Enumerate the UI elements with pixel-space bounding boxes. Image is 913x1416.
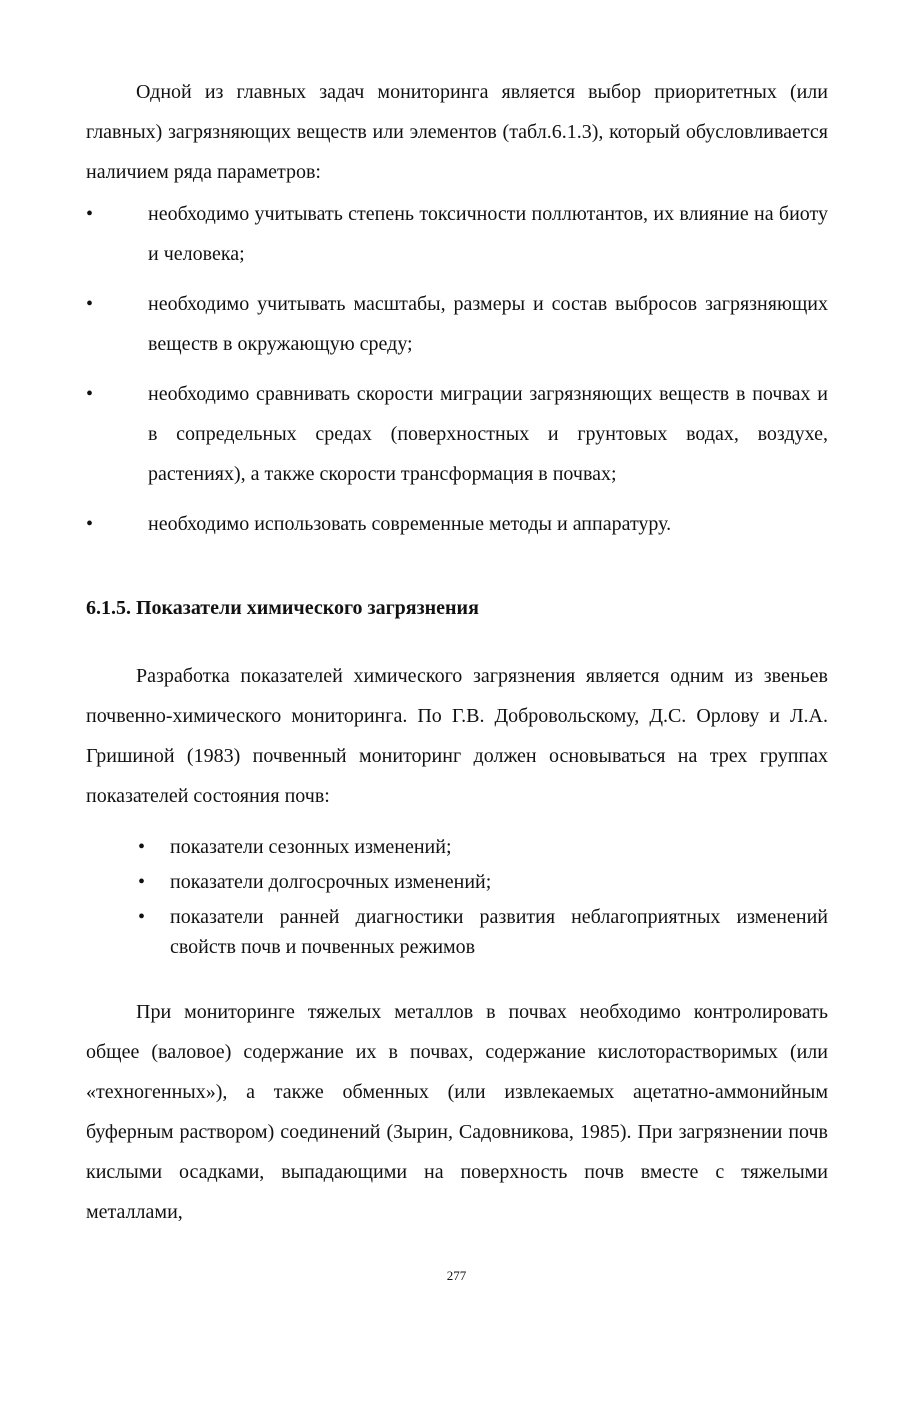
bullet-icon: • — [138, 836, 146, 858]
list-item — [138, 902, 828, 962]
list-item-text: необходимо учитывать масштабы, размеры и состав выбросов загрязняющих веществ в окружающую среду; — [148, 293, 828, 355]
bullet-icon: • — [86, 293, 94, 315]
parameters-list — [86, 194, 828, 554]
list-item — [86, 194, 828, 274]
paragraph-intro: Одной из главных задач мониторинга является выбор приоритетных (или главных) загрязняющих веществ или элементов (табл.6.1.3), который обусловливается наличием ряда параметров: — [86, 81, 828, 183]
paragraph-development: Разработка показателей химического загрязнения является одним из звеньев почвенно-химического мониторинга. По Г.В. Добровольскому, Д.С. Орлову и Л.А. Гришиной (1983) почвенный мониторинг должен основываться на трех группах показателей состояния почв: — [86, 665, 828, 807]
list-item — [138, 832, 828, 862]
list-item — [86, 504, 828, 544]
list-item — [86, 374, 828, 494]
bullet-icon: • — [86, 383, 94, 405]
list-item-text: необходимо использовать современные методы и аппаратуру. — [148, 513, 672, 535]
bullet-icon: • — [138, 871, 146, 893]
list-item-text: необходимо сравнивать скорости миграции загрязняющих веществ в почвах и в сопредельных средах (поверхностных и грунтовых водах, воздухе, растениях), а также скорости трансформация в почвах; — [148, 383, 828, 485]
bullet-icon: • — [86, 513, 94, 535]
list-item-text: показатели сезонных изменений; — [170, 836, 452, 858]
page-number: 277 — [446, 1268, 467, 1283]
paragraph-heavy-metals: При мониторинге тяжелых металлов в почвах необходимо контролировать общее (валовое) содержание их в почвах, содержание кислоторастворимых (или «техногенных»), а также обменных (или извлекаемых ацетатно-аммонийным буферным раствором) соединений (Зырин, Садовникова, 1985). При загрязнении почв кислыми осадками, выпадающими на поверхность почв вместе с тяжелыми металлами, — [86, 1001, 828, 1223]
section-heading: 6.1.5. Показатели химического загрязнения — [86, 597, 479, 619]
indicators-list — [138, 832, 828, 967]
list-item-text: необходимо учитывать степень токсичности поллютантов, их влияние на биоту и человека; — [148, 203, 828, 265]
list-item-text: показатели ранней диагностики развития неблагоприятных изменений свойств почв и почвенных режимов — [170, 906, 828, 958]
list-item — [86, 284, 828, 364]
list-item-text: показатели долгосрочных изменений; — [170, 871, 492, 893]
bullet-icon: • — [86, 203, 94, 225]
bullet-icon: • — [138, 906, 146, 928]
list-item — [138, 867, 828, 897]
